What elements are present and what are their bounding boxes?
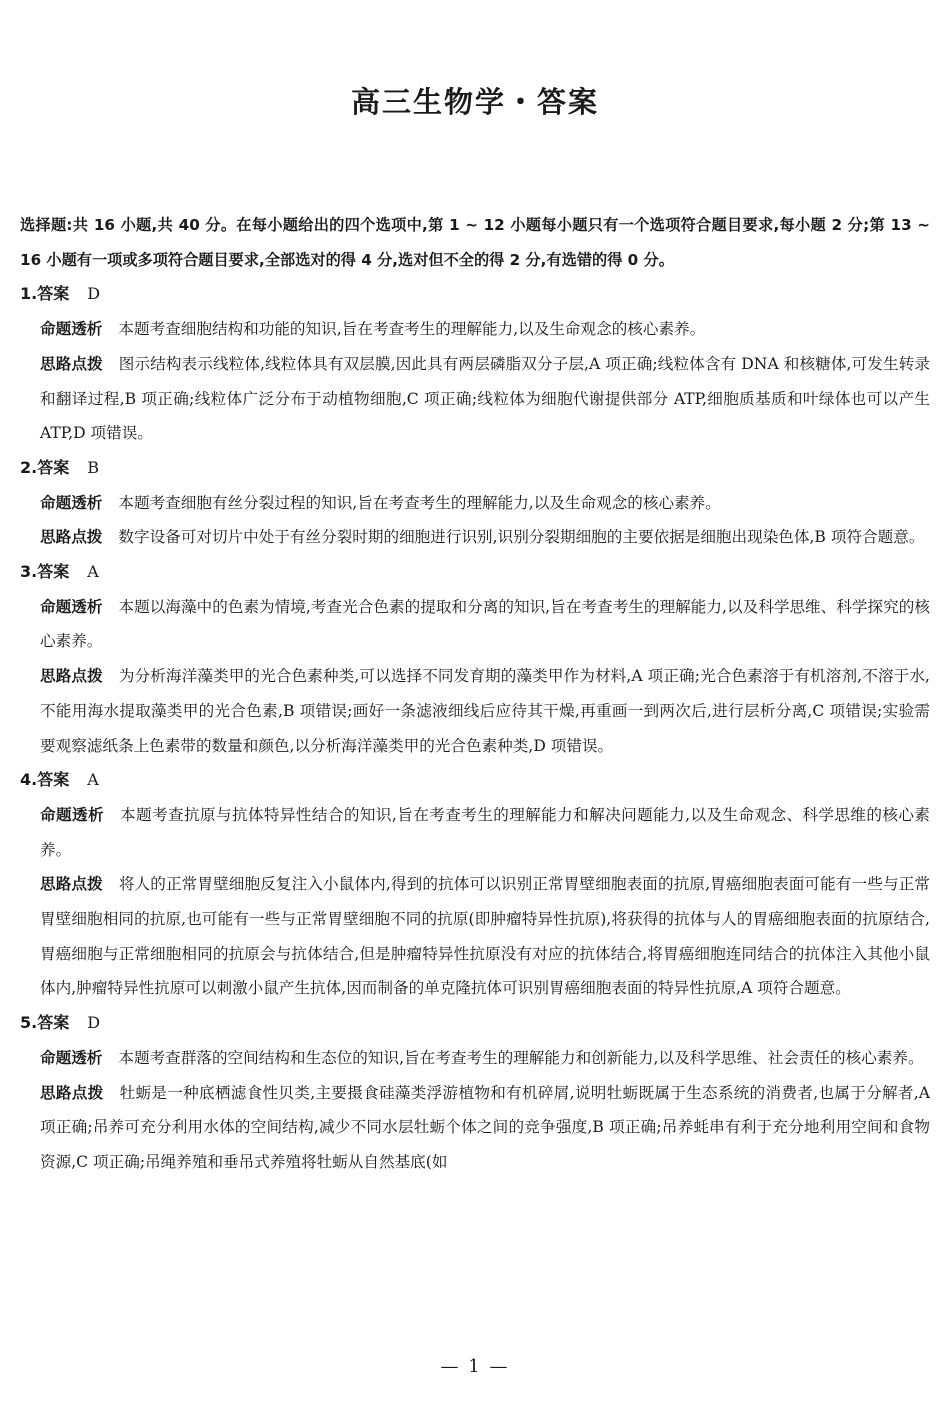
analysis-paragraph — [40, 486, 930, 521]
hint-text: 牡蛎是一种底栖滤食性贝类,主要摄食硅藻类浮游植物和有机碎屑,说明牡蛎既属于生态系统的消费者,也属于分解者,A 项正确;吊养可充分利用水体的空间结构,减少不同水层牡蛎个体之间的竞争强度,B 项正确;吊养蚝串有利于充分地利用空间和食物资源,C 项正确;吊绳养殖和垂吊式养殖将牡蛎从自然基底(如 — [40, 1083, 930, 1171]
hint-paragraph — [40, 659, 930, 763]
question-item — [20, 451, 930, 555]
answer-label: 答案 — [37, 562, 70, 582]
answer-line — [20, 451, 930, 486]
analysis-text: 本题考查细胞结构和功能的知识,旨在考查考生的理解能力,以及生命观念的核心素养。 — [118, 320, 706, 339]
question-number: 2. — [20, 457, 38, 477]
hint-text: 图示结构表示线粒体,线粒体具有双层膜,因此具有两层磷脂双分子层,A 项正确;线粒体含有 DNA 和核糖体,可发生转录和翻译过程,B 项正确;线粒体广泛分布于动植物细胞,C 项正确;线粒体为细胞代谢提供部分 ATP,细胞质基质和叶绿体也可以产生 ATP,D 项错误。 — [40, 354, 930, 443]
hint-text: 将人的正常胃壁细胞反复注入小鼠体内,得到的抗体可以识别正常胃壁细胞表面的抗原,胃癌细胞表面可能有一些与正常胃壁细胞相同的抗原,也可能有一些与正常胃壁细胞不同的抗原(即肿瘤特异性抗原),将获得的抗体与人的胃癌细胞表面的抗原结合,胃癌细胞与正常细胞相同的抗原会与抗体结合,但是肿瘤特异性抗原没有对应的抗体结合,将胃癌细胞连同结合的抗体注入其他小鼠体内,肿瘤特异性抗原可以刺激小鼠产生抗体,因而制备的单克隆抗体可识别胃癌细胞表面的特异性抗原,A 项符合题意。 — [40, 875, 930, 998]
answer-label: 答案 — [37, 457, 70, 477]
analysis-text: 本题考查群落的空间结构和生态位的知识,旨在考查考生的理解能力和创新能力,以及科学思维、社会责任的核心素养。 — [118, 1048, 924, 1067]
answer-value: D — [87, 284, 101, 304]
analysis-label: 命题透析 — [40, 320, 103, 339]
answer-value: D — [87, 1013, 101, 1033]
answer-value: A — [87, 770, 99, 790]
hint-text: 为分析海洋藻类甲的光合色素种类,可以选择不同发育期的藻类甲作为材料,A 项正确;光合色素溶于有机溶剂,不溶于水,不能用海水提取藻类甲的光合色素,B 项错误;画好一条滤液细线后应待其干燥,再重画一到两次后,进行层析分离,C 项错误;实验需要观察滤纸条上色素带的数量和颜色,以分析海洋藻类甲的光合色素种类,D 项错误。 — [40, 667, 930, 755]
hint-label: 思路点拨 — [40, 1083, 104, 1102]
answer-value: B — [87, 457, 99, 477]
page-number: — 1 — — [440, 1356, 510, 1377]
answer-line — [20, 1006, 930, 1041]
section-intro: 选择题:共 16 小题,共 40 分。在每小题给出的四个选项中,第 1 ~ 12 小题每小题只有一个选项符合题目要求,每小题 2 分;第 13 ~ 16 小题有一项或多项符合题目要求,全部选对的得 4 分,选对但不全的得 2 分,有选错的得 0 分。 — [20, 216, 930, 269]
analysis-label: 命题透析 — [40, 805, 104, 824]
hint-paragraph — [40, 867, 930, 1006]
question-number: 4. — [20, 770, 38, 790]
hint-paragraph — [40, 1076, 930, 1180]
answer-label: 答案 — [37, 1013, 70, 1033]
answer-value: A — [87, 562, 99, 582]
hint-label: 思路点拨 — [40, 354, 103, 373]
question-number: 5. — [20, 1013, 38, 1033]
hint-label: 思路点拨 — [40, 528, 103, 547]
answer-label: 答案 — [37, 284, 70, 304]
answer-line — [20, 555, 930, 590]
question-number: 3. — [20, 562, 38, 582]
answer-line — [20, 277, 930, 312]
question-item — [20, 277, 930, 451]
analysis-label: 命题透析 — [40, 493, 103, 512]
page-title: 高三生物学・答案 — [350, 85, 599, 119]
analysis-label: 命题透析 — [40, 1048, 103, 1067]
hint-label: 思路点拨 — [40, 875, 103, 894]
hint-label: 思路点拨 — [40, 667, 103, 686]
question-item — [20, 763, 930, 1006]
analysis-paragraph — [40, 798, 930, 867]
hint-paragraph — [40, 347, 930, 451]
question-number: 1. — [20, 284, 38, 304]
analysis-paragraph — [40, 1041, 930, 1076]
analysis-text: 本题以海藻中的色素为情境,考查光合色素的提取和分离的知识,旨在考查考生的理解能力,以及科学思维、科学探究的核心素养。 — [40, 597, 930, 651]
analysis-text: 本题考查细胞有丝分裂过程的知识,旨在考查考生的理解能力,以及生命观念的核心素养。 — [118, 493, 721, 512]
question-item — [20, 1006, 930, 1180]
analysis-label: 命题透析 — [40, 597, 103, 616]
answer-label: 答案 — [37, 770, 70, 790]
answer-line — [20, 763, 930, 798]
content — [20, 208, 930, 1180]
analysis-text: 本题考查抗原与抗体特异性结合的知识,旨在考查考生的理解能力和解决问题能力,以及生命观念、科学思维的核心素养。 — [40, 805, 930, 859]
analysis-paragraph — [40, 312, 930, 347]
question-item — [20, 555, 930, 763]
hint-text: 数字设备可对切片中处于有丝分裂时期的细胞进行识别,识别分裂期细胞的主要依据是细胞出现染色体,B 项符合题意。 — [118, 528, 925, 547]
analysis-paragraph — [40, 590, 930, 659]
hint-paragraph — [40, 520, 930, 555]
